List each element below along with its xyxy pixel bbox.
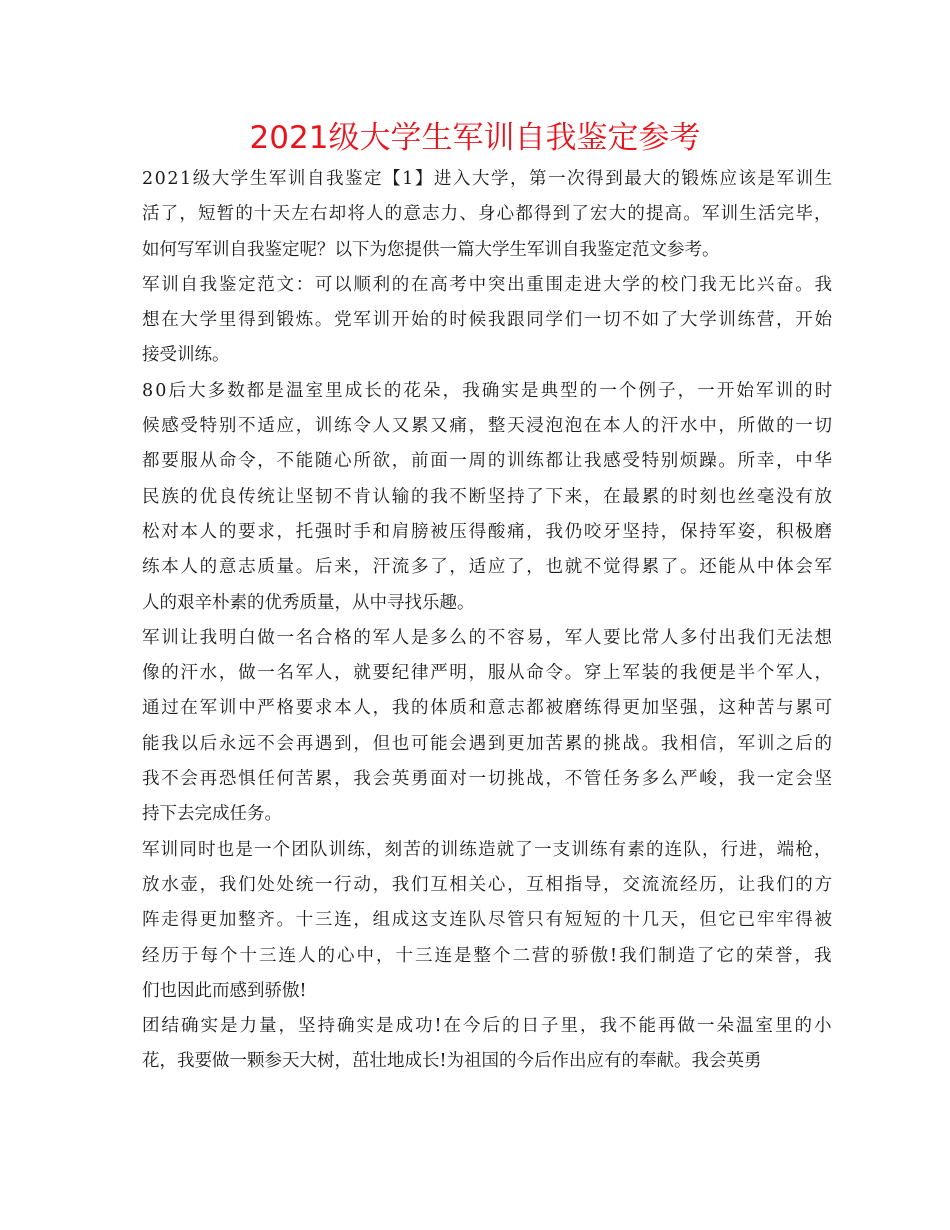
text-line: 持下去完成任务。: [142, 804, 282, 825]
text-line: 像的汗水，做一名军人，就要纪律严明，服从命令。穿上军装的我便是半个军人，: [142, 663, 834, 684]
text-line: 想在大学里得到锻炼。党军训开始的时候我跟同学们一切不如了大学训练营，开始: [142, 310, 834, 331]
text-line: 人的艰辛朴素的优秀质量，从中寻找乐趣。: [142, 592, 475, 613]
text-line: 松对本人的要求，托强时手和肩膀被压得酸痛，我仍咬牙坚持，保持军姿，积极磨: [142, 521, 834, 542]
text-line: 放水壶，我们处处统一行动，我们互相关心，互相指导，交流流经历，让我们的方: [142, 874, 834, 895]
paragraph: [142, 621, 832, 833]
paragraph: [142, 1009, 832, 1080]
text-line: 军训让我明白做一名合格的军人是多么的不容易，军人要比常人多付出我们无法想: [142, 627, 834, 648]
text-line: 我不会再恐惧任何苦累，我会英勇面对一切挑战，不管任务多么严峻，我一定会坚: [142, 769, 834, 790]
text-line: 活了，短暂的十天左右却将人的意志力、身心都得到了宏大的提高。军训生活完毕，: [142, 204, 833, 225]
text-line: 能我以后永远不会再遇到，但也可能会遇到更加苦累的挑战。我相信，军训之后的: [142, 733, 834, 754]
paragraph: [142, 162, 832, 268]
text-line: 候感受特别不适应，训练令人又累又痛，整天浸泡泡在本人的汗水中，所做的一切: [142, 416, 834, 437]
paragraph: [142, 268, 832, 374]
text-line: 2021级大学生军训自我鉴定【1】进入大学，第一次得到最大的锻炼应该是军训生: [142, 169, 834, 189]
text-line: 阵走得更加整齐。十三连，组成这支连队尽管只有短短的十几天，但它已牢牢得被: [142, 910, 834, 931]
text-line: 军训同时也是一个团队训练，刻苦的训练造就了一支训练有素的连队，行进，端枪，: [142, 839, 833, 860]
text-line: 军训自我鉴定范文：可以顺利的在高考中突出重围走进大学的校门我无比兴奋。我: [142, 274, 834, 295]
text-line: 80后大多数都是温室里成长的花朵，我确实是典型的一个例子，一开始军训的时: [142, 380, 835, 401]
text-line: 团结确实是力量，坚持确实是成功!在今后的日子里，我不能再做一朵温室里的小: [142, 1016, 834, 1037]
text-line: 如何写军训自我鉴定呢？以下为您提供一篇大学生军训自我鉴定范文参考。: [142, 239, 720, 260]
text-line: 经历于每个十三连人的心中，十三连是整个二营的骄傲!我们制造了它的荣誉，我: [142, 945, 834, 966]
paragraph: [142, 374, 835, 621]
text-line: 们也因此而感到骄傲!: [142, 980, 307, 1001]
text-line: 都要服从命令，不能随心所欲，前面一周的训练都让我感受特别烦躁。所幸，中华: [142, 451, 834, 472]
text-line: 通过在军训中严格要求本人，我的体质和意志都被磨练得更加坚强，这种苦与累可: [142, 698, 834, 719]
text-line: 接受训练。: [142, 345, 230, 366]
document-body: [142, 162, 835, 1080]
text-line: 练本人的意志质量。后来，汗流多了，适应了，也就不觉得累了。还能从中体会军: [142, 557, 834, 578]
document-title: 2021级大学生军训自我鉴定参考: [249, 120, 701, 156]
text-line: 花，我要做一颗参天大树，茁壮地成长!为祖国的今后作出应有的奉献。我会英勇: [142, 1051, 762, 1072]
text-line: 民族的优良传统让坚韧不肯认输的我不断坚持了下来，在最累的时刻也丝毫没有放: [142, 486, 834, 507]
paragraph: [142, 833, 832, 1009]
